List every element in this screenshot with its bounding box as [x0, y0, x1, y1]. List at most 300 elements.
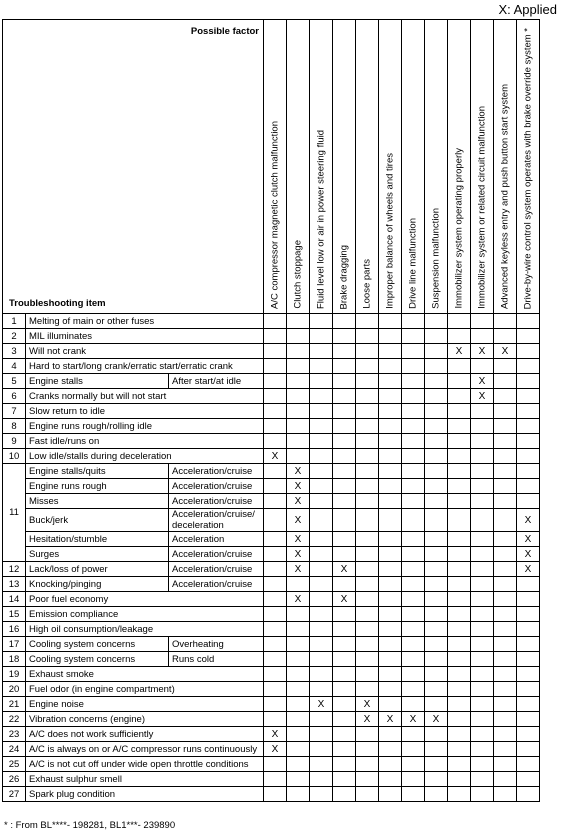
factor-cell — [448, 667, 471, 682]
row-number: 23 — [3, 727, 26, 742]
factor-cell — [287, 359, 310, 374]
applied-mark: X — [287, 592, 310, 607]
legend: X: Applied — [498, 2, 557, 17]
factor-cell — [310, 682, 333, 697]
factor-cell — [425, 359, 448, 374]
factor-cell — [287, 577, 310, 592]
factor-cell — [264, 359, 287, 374]
factor-cell — [356, 479, 379, 494]
factor-cell — [379, 727, 402, 742]
applied-mark: X — [379, 712, 402, 727]
factor-cell — [310, 344, 333, 359]
factor-cell — [494, 727, 517, 742]
row-number: 13 — [3, 577, 26, 592]
applied-mark: X — [287, 464, 310, 479]
header-row — [3, 20, 540, 314]
factor-cell — [310, 742, 333, 757]
factor-cell — [333, 509, 356, 532]
factor-label: Suspension malfunction — [430, 208, 442, 309]
factor-cell — [379, 667, 402, 682]
applied-mark: X — [402, 712, 425, 727]
factor-cell — [379, 532, 402, 547]
factor-cell — [310, 757, 333, 772]
factor-cell — [356, 787, 379, 802]
factor-cell — [264, 667, 287, 682]
item-label: Engine stalls — [26, 374, 169, 389]
item-label: High oil consumption/leakage — [26, 622, 264, 637]
factor-cell — [310, 637, 333, 652]
factor-cell — [379, 419, 402, 434]
factor-cell — [494, 637, 517, 652]
factor-cell — [287, 667, 310, 682]
applied-mark: X — [425, 712, 448, 727]
factor-cell — [471, 329, 494, 344]
factor-cell — [471, 757, 494, 772]
applied-mark: X — [448, 344, 471, 359]
row-number: 27 — [3, 787, 26, 802]
factor-cell — [379, 562, 402, 577]
factor-cell — [310, 592, 333, 607]
factor-cell — [471, 577, 494, 592]
factor-cell — [448, 547, 471, 562]
item-label: Cranks normally but will not start — [26, 389, 264, 404]
row-number: 10 — [3, 449, 26, 464]
factor-cell — [471, 727, 494, 742]
factor-cell — [379, 344, 402, 359]
factor-cell — [379, 494, 402, 509]
factor-cell — [356, 577, 379, 592]
factor-cell — [356, 359, 379, 374]
factor-cell — [333, 622, 356, 637]
possible-factor-label: Possible factor — [190, 26, 259, 37]
row-number: 4 — [3, 359, 26, 374]
factor-cell — [425, 562, 448, 577]
factor-cell — [448, 434, 471, 449]
factor-cell — [517, 622, 540, 637]
factor-label: Advanced keyless entry and push button start system — [499, 84, 511, 309]
item-label: Lack/loss of power — [26, 562, 169, 577]
factor-cell — [402, 757, 425, 772]
factor-cell — [402, 344, 425, 359]
factor-label: Loose parts — [361, 259, 373, 309]
factor-cell — [356, 562, 379, 577]
factor-cell — [517, 419, 540, 434]
factor-cell — [517, 314, 540, 329]
factor-cell — [494, 389, 517, 404]
factor-cell — [425, 757, 448, 772]
factor-cell — [448, 449, 471, 464]
applied-mark: X — [356, 712, 379, 727]
factor-cell — [448, 562, 471, 577]
factor-cell — [264, 404, 287, 419]
factor-cell — [379, 547, 402, 562]
troubleshooting-table — [2, 19, 540, 802]
factor-cell — [471, 494, 494, 509]
condition-label: After start/at idle — [169, 374, 264, 389]
factor-cell — [402, 787, 425, 802]
factor-cell — [517, 344, 540, 359]
factor-cell — [448, 494, 471, 509]
factor-cell — [287, 772, 310, 787]
factor-cell — [287, 389, 310, 404]
applied-mark: X — [517, 509, 540, 532]
factor-cell — [402, 742, 425, 757]
factor-cell — [494, 592, 517, 607]
factor-cell — [356, 449, 379, 464]
factor-cell — [333, 479, 356, 494]
factor-cell — [448, 727, 471, 742]
factor-header — [517, 20, 540, 314]
factor-cell — [494, 494, 517, 509]
factor-label: Clutch stoppage — [292, 240, 304, 309]
factor-cell — [517, 787, 540, 802]
row-number: 24 — [3, 742, 26, 757]
factor-header — [448, 20, 471, 314]
factor-cell — [333, 389, 356, 404]
factor-cell — [333, 712, 356, 727]
factor-cell — [471, 697, 494, 712]
factor-cell — [494, 757, 517, 772]
factor-cell — [494, 652, 517, 667]
factor-cell — [425, 622, 448, 637]
factor-cell — [517, 479, 540, 494]
factor-cell — [471, 787, 494, 802]
item-label: Spark plug condition — [26, 787, 264, 802]
factor-cell — [287, 682, 310, 697]
factor-cell — [379, 509, 402, 532]
item-label: Knocking/pinging — [26, 577, 169, 592]
factor-cell — [287, 697, 310, 712]
factor-cell — [517, 772, 540, 787]
factor-cell — [471, 637, 494, 652]
condition-label: Acceleration/cruise — [169, 577, 264, 592]
factor-cell — [333, 374, 356, 389]
factor-cell — [402, 727, 425, 742]
condition-label: Acceleration/cruise — [169, 479, 264, 494]
factor-cell — [264, 494, 287, 509]
applied-mark: X — [264, 742, 287, 757]
applied-mark: X — [310, 697, 333, 712]
factor-cell — [471, 479, 494, 494]
factor-cell — [402, 374, 425, 389]
factor-cell — [494, 682, 517, 697]
factor-cell — [333, 742, 356, 757]
factor-cell — [471, 314, 494, 329]
factor-cell — [310, 464, 333, 479]
factor-cell — [356, 464, 379, 479]
factor-cell — [471, 562, 494, 577]
row-number: 18 — [3, 652, 26, 667]
factor-cell — [425, 667, 448, 682]
factor-cell — [264, 562, 287, 577]
factor-cell — [333, 419, 356, 434]
factor-cell — [402, 667, 425, 682]
factor-cell — [517, 464, 540, 479]
factor-cell — [402, 314, 425, 329]
factor-cell — [402, 434, 425, 449]
factor-cell — [333, 329, 356, 344]
factor-cell — [333, 359, 356, 374]
condition-label: Acceleration/cruise — [169, 547, 264, 562]
factor-cell — [310, 449, 333, 464]
factor-cell — [471, 419, 494, 434]
row-number: 14 — [3, 592, 26, 607]
item-label: Low idle/stalls during deceleration — [26, 449, 264, 464]
factor-cell — [287, 404, 310, 419]
factor-cell — [517, 577, 540, 592]
factor-cell — [471, 449, 494, 464]
factor-cell — [402, 652, 425, 667]
factor-header — [310, 20, 333, 314]
factor-cell — [333, 652, 356, 667]
applied-mark: X — [517, 547, 540, 562]
table-row — [3, 622, 540, 637]
factor-cell — [310, 607, 333, 622]
table-row — [3, 344, 540, 359]
factor-cell — [471, 742, 494, 757]
factor-cell — [494, 419, 517, 434]
factor-cell — [333, 682, 356, 697]
table-row — [3, 434, 540, 449]
table-row — [3, 772, 540, 787]
factor-cell — [356, 637, 379, 652]
factor-cell — [471, 712, 494, 727]
factor-cell — [425, 509, 448, 532]
factor-cell — [471, 359, 494, 374]
applied-mark: X — [287, 562, 310, 577]
factor-cell — [494, 547, 517, 562]
table-row — [3, 359, 540, 374]
row-number: 11 — [3, 464, 26, 562]
factor-cell — [425, 607, 448, 622]
factor-cell — [448, 577, 471, 592]
factor-cell — [517, 404, 540, 419]
factor-cell — [287, 742, 310, 757]
factor-cell — [264, 712, 287, 727]
item-label: Fuel odor (in engine compartment) — [26, 682, 264, 697]
factor-label: Fluid level low or air in power steering fluid — [315, 130, 327, 309]
factor-cell — [356, 532, 379, 547]
applied-mark: X — [471, 389, 494, 404]
factor-cell — [425, 449, 448, 464]
factor-cell — [379, 434, 402, 449]
factor-cell — [287, 434, 310, 449]
factor-cell — [425, 434, 448, 449]
factor-cell — [471, 682, 494, 697]
factor-cell — [379, 772, 402, 787]
factor-cell — [379, 697, 402, 712]
factor-cell — [494, 742, 517, 757]
factor-cell — [517, 434, 540, 449]
factor-cell — [425, 532, 448, 547]
table-row — [3, 742, 540, 757]
factor-cell — [425, 697, 448, 712]
factor-cell — [310, 389, 333, 404]
factor-cell — [494, 697, 517, 712]
factor-cell — [379, 607, 402, 622]
row-number: 17 — [3, 637, 26, 652]
condition-label: Acceleration/cruise/ deceleration — [169, 509, 264, 532]
factor-cell — [379, 682, 402, 697]
factor-cell — [356, 652, 379, 667]
factor-cell — [356, 314, 379, 329]
item-label: Fast idle/runs on — [26, 434, 264, 449]
item-label: A/C is not cut off under wide open throttle conditions — [26, 757, 264, 772]
factor-cell — [471, 434, 494, 449]
factor-cell — [402, 622, 425, 637]
item-label: Surges — [26, 547, 169, 562]
factor-cell — [379, 464, 402, 479]
factor-cell — [264, 787, 287, 802]
factor-cell — [310, 562, 333, 577]
table-row — [3, 389, 540, 404]
applied-mark: X — [333, 562, 356, 577]
table-row — [3, 787, 540, 802]
row-number: 5 — [3, 374, 26, 389]
row-number: 6 — [3, 389, 26, 404]
factor-cell — [517, 757, 540, 772]
factor-cell — [333, 547, 356, 562]
factor-cell — [425, 389, 448, 404]
table-row — [3, 479, 540, 494]
factor-cell — [379, 404, 402, 419]
factor-cell — [471, 592, 494, 607]
factor-label: Drive-by-wire control system operates with brake override system * — [522, 27, 534, 309]
factor-cell — [379, 389, 402, 404]
condition-label: Acceleration/cruise — [169, 494, 264, 509]
table-row — [3, 592, 540, 607]
factor-label: Immobilizer system or related circuit malfunction — [476, 106, 488, 309]
factor-cell — [448, 509, 471, 532]
factor-cell — [494, 449, 517, 464]
factor-cell — [425, 592, 448, 607]
factor-cell — [494, 532, 517, 547]
factor-cell — [494, 464, 517, 479]
table-row — [3, 562, 540, 577]
factor-cell — [333, 449, 356, 464]
factor-cell — [310, 532, 333, 547]
factor-cell — [425, 404, 448, 419]
applied-mark: X — [287, 547, 310, 562]
factor-cell — [402, 359, 425, 374]
factor-cell — [310, 479, 333, 494]
factor-cell — [310, 359, 333, 374]
factor-cell — [425, 479, 448, 494]
row-number: 7 — [3, 404, 26, 419]
table-row — [3, 419, 540, 434]
factor-cell — [494, 329, 517, 344]
factor-cell — [264, 652, 287, 667]
factor-cell — [494, 622, 517, 637]
factor-cell — [379, 652, 402, 667]
factor-cell — [494, 712, 517, 727]
factor-cell — [356, 772, 379, 787]
factor-cell — [333, 757, 356, 772]
factor-cell — [264, 682, 287, 697]
factor-cell — [287, 757, 310, 772]
factor-cell — [264, 344, 287, 359]
factor-cell — [264, 697, 287, 712]
applied-mark: X — [287, 532, 310, 547]
factor-cell — [264, 757, 287, 772]
row-number: 8 — [3, 419, 26, 434]
item-label: Cooling system concerns — [26, 637, 169, 652]
item-label: Vibration concerns (engine) — [26, 712, 264, 727]
factor-cell — [448, 712, 471, 727]
item-label: MIL illuminates — [26, 329, 264, 344]
applied-mark: X — [494, 344, 517, 359]
factor-cell — [517, 652, 540, 667]
factor-cell — [517, 697, 540, 712]
factor-cell — [356, 592, 379, 607]
factor-cell — [448, 787, 471, 802]
table-row — [3, 509, 540, 532]
factor-cell — [494, 314, 517, 329]
item-label: Poor fuel economy — [26, 592, 264, 607]
factor-header — [287, 20, 310, 314]
factor-cell — [448, 652, 471, 667]
factor-cell — [356, 434, 379, 449]
factor-cell — [448, 742, 471, 757]
factor-cell — [264, 434, 287, 449]
factor-cell — [264, 607, 287, 622]
factor-cell — [425, 682, 448, 697]
factor-cell — [379, 742, 402, 757]
factor-cell — [356, 389, 379, 404]
factor-cell — [356, 547, 379, 562]
factor-cell — [379, 479, 402, 494]
factor-cell — [448, 592, 471, 607]
factor-cell — [264, 772, 287, 787]
factor-cell — [333, 772, 356, 787]
factor-cell — [402, 577, 425, 592]
factor-cell — [356, 757, 379, 772]
factor-cell — [356, 667, 379, 682]
factor-cell — [333, 577, 356, 592]
applied-mark: X — [517, 562, 540, 577]
factor-cell — [310, 404, 333, 419]
factor-cell — [425, 742, 448, 757]
applied-mark: X — [517, 532, 540, 547]
factor-cell — [333, 532, 356, 547]
factor-cell — [287, 329, 310, 344]
factor-cell — [287, 637, 310, 652]
factor-cell — [494, 577, 517, 592]
item-label: Engine noise — [26, 697, 264, 712]
condition-label: Acceleration — [169, 532, 264, 547]
factor-cell — [402, 404, 425, 419]
factor-cell — [333, 344, 356, 359]
factor-cell — [356, 682, 379, 697]
row-number: 3 — [3, 344, 26, 359]
factor-cell — [333, 404, 356, 419]
factor-cell — [402, 697, 425, 712]
table-row — [3, 404, 540, 419]
factor-cell — [448, 479, 471, 494]
factor-header — [264, 20, 287, 314]
factor-cell — [264, 509, 287, 532]
row-number: 19 — [3, 667, 26, 682]
factor-cell — [264, 329, 287, 344]
table-row — [3, 532, 540, 547]
factor-cell — [333, 434, 356, 449]
factor-cell — [310, 329, 333, 344]
table-row — [3, 607, 540, 622]
factor-cell — [333, 607, 356, 622]
troubleshooting-item-label: Troubleshooting item — [9, 298, 106, 309]
row-number: 15 — [3, 607, 26, 622]
applied-mark: X — [264, 449, 287, 464]
